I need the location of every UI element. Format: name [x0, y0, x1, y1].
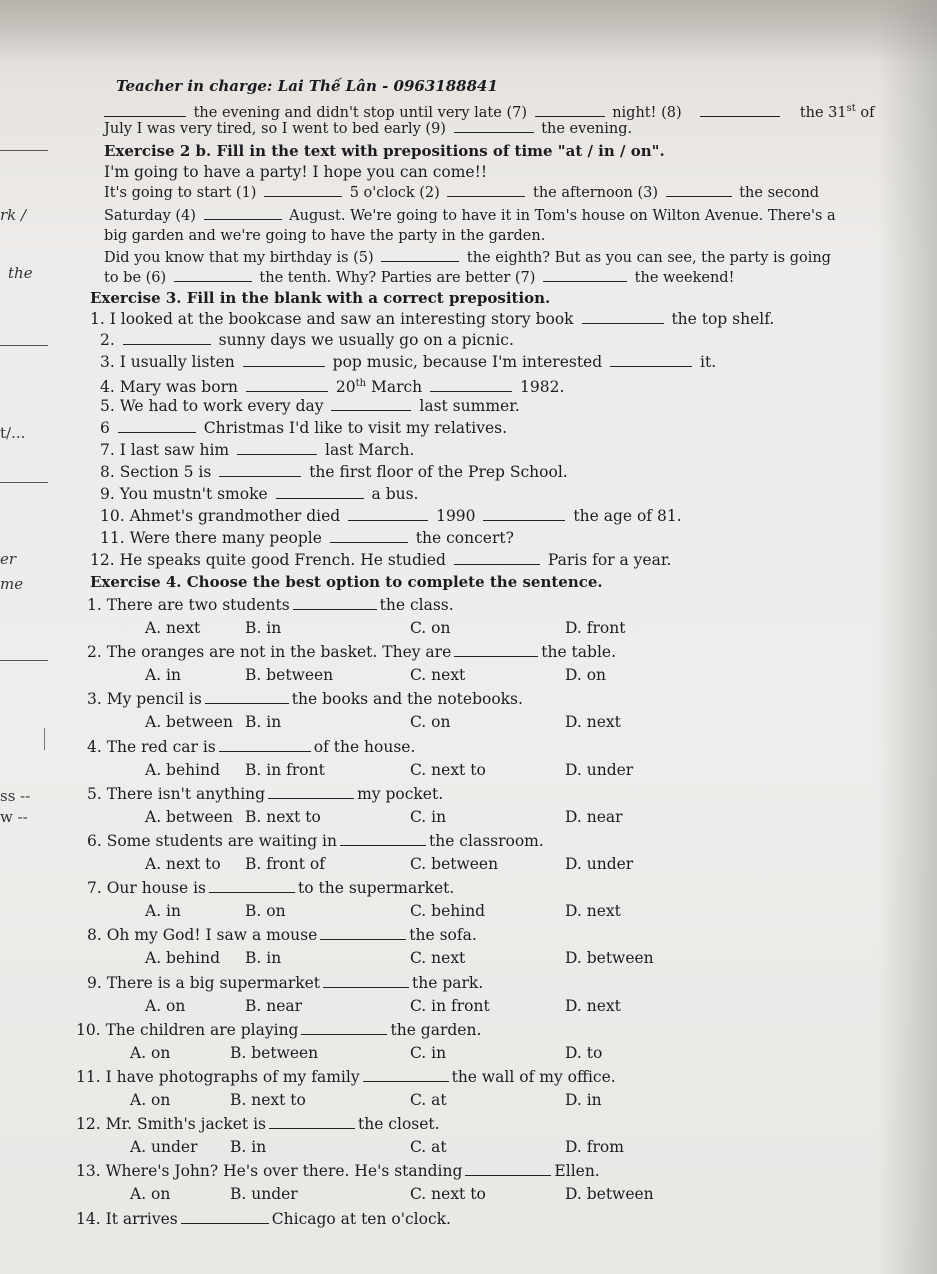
question-text: the table. [541, 643, 617, 661]
text: to be (6) [104, 270, 167, 286]
text: 4. Mary was born [100, 378, 238, 397]
answer-blank[interactable] [219, 737, 311, 752]
text: it. [700, 353, 717, 371]
answer-option[interactable]: D. next [565, 902, 621, 920]
text: 11. Were there many people [100, 529, 322, 547]
ex4-question [87, 689, 523, 709]
answer-option[interactable]: A. behind [145, 949, 220, 967]
answer-blank[interactable] [174, 267, 252, 282]
ex4-question [87, 737, 415, 757]
margin-fragment: the [8, 264, 33, 282]
text: 12. He speaks quite good French. He studied [90, 551, 446, 569]
margin-rule [0, 150, 48, 151]
answer-option[interactable]: B. next to [245, 808, 321, 826]
question-text: 5. There isn't anything [87, 785, 266, 803]
ex3-q6 [100, 418, 507, 438]
answer-option[interactable]: D. to [565, 1044, 603, 1062]
text: Did you know that my birthday is (5) [104, 250, 374, 266]
margin-fragment: rk / [0, 206, 27, 224]
text: a bus. [371, 485, 419, 503]
superscript: st [846, 103, 856, 114]
answer-blank[interactable] [118, 418, 196, 433]
answer-blank[interactable] [320, 925, 406, 940]
answer-option[interactable]: D. between [565, 1185, 654, 1203]
text: 20 [335, 378, 356, 397]
answer-option[interactable]: A. next [145, 619, 201, 637]
answer-option[interactable]: A. between [145, 808, 233, 826]
answer-blank[interactable] [340, 831, 426, 846]
answer-option[interactable]: B. on [245, 902, 286, 920]
question-text: 8. Oh my God! I saw a mouse [87, 926, 318, 944]
question-text: 2. The oranges are not in the basket. They are [87, 643, 452, 661]
answer-option[interactable]: B. in [245, 619, 282, 637]
ex3-q11 [100, 528, 514, 548]
answer-option[interactable]: D. in [565, 1091, 602, 1109]
margin-rule [44, 728, 45, 750]
ex4-question [87, 831, 544, 851]
question-text: to the supermarket. [298, 879, 455, 897]
answer-blank[interactable] [276, 484, 364, 499]
question-text: of the house. [313, 738, 416, 756]
ex3-q12 [90, 550, 671, 570]
ex3-q7 [100, 440, 414, 460]
ex3-q10 [100, 506, 682, 526]
answer-blank[interactable] [331, 396, 411, 411]
question-text: 6. Some students are waiting in [87, 832, 337, 850]
text: 1990 [436, 507, 476, 525]
answer-blank[interactable] [301, 1020, 387, 1035]
text: the weekend! [634, 270, 735, 286]
question-text: 12. Mr. Smith's jacket is [76, 1115, 266, 1133]
text: the eighth? But as you can see, the party is going [466, 250, 831, 266]
answer-option[interactable]: B. in front [245, 761, 325, 779]
ex4-question [87, 878, 454, 898]
answer-option[interactable]: A. behind [145, 761, 220, 779]
question-text: the garden. [390, 1021, 482, 1039]
answer-blank[interactable] [582, 309, 664, 324]
answer-option[interactable]: A. under [130, 1138, 198, 1156]
ex4-question [87, 973, 483, 993]
answer-blank[interactable] [454, 550, 540, 565]
text: July I was very tired, so I went to bed early (9) [104, 121, 446, 137]
question-text: my pocket. [357, 785, 444, 803]
answer-blank[interactable] [123, 330, 211, 345]
text: the afternoon (3) [533, 185, 659, 201]
ex4-question [76, 1161, 600, 1181]
text: March [370, 378, 423, 397]
ex3-title: Exercise 3. Fill in the blank with a correct preposition. [90, 289, 551, 307]
answer-option[interactable]: D. from [565, 1138, 624, 1156]
answer-option[interactable]: C. in [410, 1044, 447, 1062]
ex4-question [76, 1067, 616, 1087]
answer-option[interactable]: B. between [245, 666, 334, 684]
answer-blank[interactable] [454, 118, 534, 133]
answer-blank[interactable] [323, 973, 409, 988]
ex2b-title: Exercise 2 b. Fill in the text with prepositions of time "at / in / on". [104, 142, 665, 160]
margin-rule [0, 660, 48, 661]
text: 5 o'clock (2) [349, 185, 440, 201]
text: the second [739, 185, 820, 201]
answer-blank[interactable] [330, 528, 408, 543]
answer-blank[interactable] [181, 1209, 269, 1224]
text: last summer. [419, 397, 520, 415]
answer-blank[interactable] [246, 377, 328, 392]
text: sunny days we usually go on a picnic. [218, 331, 514, 349]
ex3-q9 [100, 484, 419, 504]
ex2b-line: I'm going to have a party! I hope you can come!! [104, 163, 488, 181]
text: the age of 81. [573, 507, 682, 525]
answer-option[interactable]: C. on [410, 619, 451, 637]
text: the evening and didn't stop until very late (7) [193, 104, 527, 121]
ex4-question [87, 595, 454, 615]
ex3-q5 [100, 396, 520, 416]
question-text: the classroom. [429, 832, 544, 850]
answer-option[interactable]: C. between [410, 855, 499, 873]
answer-blank[interactable] [381, 247, 459, 262]
answer-option[interactable]: A. next to [145, 855, 221, 873]
answer-blank[interactable] [264, 182, 342, 197]
ex2b-line: big garden and we're going to have the party in the garden. [104, 228, 546, 244]
answer-option[interactable]: D. next [565, 713, 621, 731]
teacher-header: Teacher in charge: Lai Thế Lân - 0963188841 [116, 77, 498, 95]
answer-option[interactable]: A. between [145, 713, 233, 731]
answer-option[interactable]: C. next to [410, 1185, 486, 1203]
margin-fragment: ss -- [0, 787, 31, 805]
answer-option[interactable]: C. next [410, 949, 466, 967]
answer-blank[interactable] [700, 102, 780, 117]
ex2b-line [104, 205, 836, 226]
answer-option[interactable]: B. in [245, 713, 282, 731]
answer-option[interactable]: B. near [245, 997, 303, 1015]
margin-rule [0, 482, 48, 483]
answer-option[interactable]: D. on [565, 666, 607, 684]
page-shadow-right [877, 0, 937, 1274]
text: 3. I usually listen [100, 353, 235, 371]
text: 2. [100, 331, 115, 349]
question-text: 11. I have photographs of my family [76, 1068, 360, 1086]
ex4-question [87, 642, 616, 662]
question-text: Ellen. [554, 1162, 600, 1180]
text: the concert? [415, 529, 514, 547]
answer-option[interactable]: A. in [145, 666, 181, 684]
ex4-question [87, 784, 443, 804]
margin-rule [0, 345, 48, 346]
answer-option[interactable]: B. in [230, 1138, 267, 1156]
answer-blank[interactable] [205, 689, 289, 704]
question-text: 4. The red car is [87, 738, 216, 756]
text: the tenth. Why? Parties are better (7) [259, 270, 536, 286]
answer-blank[interactable] [293, 595, 377, 610]
question-text: Chicago at ten o'clock. [271, 1210, 451, 1228]
answer-option[interactable]: B. next to [230, 1091, 306, 1109]
answer-option[interactable]: D. front [565, 619, 626, 637]
margin-fragment: w -- [0, 808, 28, 826]
answer-blank[interactable] [483, 506, 565, 521]
text: Christmas I'd like to visit my relatives. [203, 419, 508, 437]
question-text: the books and the notebooks. [291, 690, 523, 708]
answer-blank[interactable] [535, 102, 605, 117]
ex3-q1 [90, 309, 774, 329]
ex2b-line [104, 182, 819, 203]
answer-option[interactable]: B. between [230, 1044, 319, 1062]
ex4-question [87, 925, 477, 945]
answer-option[interactable]: D. under [565, 761, 634, 779]
text: August. We're going to have it in Tom's house on Wilton Avenue. There's a [289, 208, 836, 224]
text: Paris for a year. [547, 551, 672, 569]
ex4-title: Exercise 4. Choose the best option to complete the sentence. [90, 573, 603, 591]
ex4-question [76, 1020, 481, 1040]
question-text: 9. There is a big supermarket [87, 974, 321, 992]
answer-blank[interactable] [268, 784, 354, 799]
answer-option[interactable]: B. front of [245, 855, 325, 873]
answer-blank[interactable] [209, 878, 295, 893]
ex4-question [76, 1209, 451, 1229]
text: 1. I looked at the bookcase and saw an interesting story book [90, 310, 574, 328]
answer-blank[interactable] [430, 377, 512, 392]
answer-blank[interactable] [363, 1067, 449, 1082]
answer-option[interactable]: C. next to [410, 761, 486, 779]
text: 6 [100, 419, 110, 437]
left-margin-fragments [0, 0, 60, 1274]
answer-option[interactable]: A. on [130, 1044, 171, 1062]
text: It's going to start (1) [104, 185, 257, 201]
ex2b-line [104, 247, 831, 268]
ex3-q8 [100, 462, 568, 482]
question-text: the class. [379, 596, 454, 614]
text: pop music, because I'm interested [332, 353, 603, 371]
text: 1982. [520, 378, 565, 397]
answer-blank[interactable] [269, 1114, 355, 1129]
answer-option[interactable]: A. on [145, 997, 186, 1015]
answer-option[interactable]: C. behind [410, 902, 486, 920]
answer-blank[interactable] [666, 182, 732, 197]
answer-blank[interactable] [465, 1161, 551, 1176]
text: the evening. [541, 121, 633, 137]
question-text: 7. Our house is [87, 879, 207, 897]
question-text: 3. My pencil is [87, 690, 202, 708]
text: 8. Section 5 is [100, 463, 212, 481]
answer-blank[interactable] [610, 352, 692, 367]
text: the 31 [799, 104, 847, 121]
answer-option[interactable]: C. in [410, 808, 447, 826]
answer-option[interactable]: C. next [410, 666, 466, 684]
margin-fragment: er [0, 550, 17, 568]
answer-blank[interactable] [447, 182, 525, 197]
text: 7. I last saw him [100, 441, 230, 459]
text: of [860, 104, 875, 121]
text: 5. We had to work every day [100, 397, 324, 415]
text: 10. Ahmet's grandmother died [100, 507, 341, 525]
answer-option[interactable]: C. on [410, 713, 451, 731]
answer-option[interactable]: D. next [565, 997, 621, 1015]
answer-option[interactable]: C. at [410, 1138, 447, 1156]
margin-fragment: t/... [0, 424, 26, 442]
question-text: the sofa. [409, 926, 477, 944]
answer-option[interactable]: A. on [130, 1185, 171, 1203]
answer-option[interactable]: B. in [245, 949, 282, 967]
answer-option[interactable]: C. at [410, 1091, 447, 1109]
ex3-q2 [100, 330, 514, 350]
answer-option[interactable]: A. in [145, 902, 181, 920]
question-text: 13. Where's John? He's over there. He's standing [76, 1162, 463, 1180]
answer-option[interactable]: C. in front [410, 997, 490, 1015]
ex3-q4 [100, 374, 564, 397]
ex2b-line [104, 267, 734, 288]
question-text: 1. There are two students [87, 596, 290, 614]
text: the first floor of the Prep School. [309, 463, 568, 481]
margin-fragment: me [0, 575, 24, 593]
answer-option[interactable]: D. under [565, 855, 634, 873]
answer-blank[interactable] [204, 205, 282, 220]
answer-blank[interactable] [219, 462, 301, 477]
ex4-question [76, 1114, 440, 1134]
question-text: the wall of my office. [451, 1068, 616, 1086]
answer-option[interactable]: A. on [130, 1091, 171, 1109]
text: the top shelf. [671, 310, 775, 328]
text: Saturday (4) [104, 208, 196, 224]
question-text: the closet. [358, 1115, 440, 1133]
question-text: 14. It arrives [76, 1210, 178, 1228]
text: night! (8) [612, 104, 682, 121]
page-shadow-top [0, 0, 937, 60]
answer-blank[interactable] [454, 642, 538, 657]
answer-blank[interactable] [104, 102, 186, 117]
superscript: th [355, 378, 367, 389]
answer-blank[interactable] [348, 506, 428, 521]
answer-blank[interactable] [543, 267, 627, 282]
answer-option[interactable]: D. near [565, 808, 623, 826]
answer-option[interactable]: B. under [230, 1185, 298, 1203]
ex3-q3 [100, 352, 716, 372]
text: last March. [324, 441, 415, 459]
answer-option[interactable]: D. between [565, 949, 654, 967]
ex2a-line-2 [104, 118, 632, 139]
question-text: 10. The children are playing [76, 1021, 299, 1039]
answer-blank[interactable] [237, 440, 317, 455]
text: 9. You mustn't smoke [100, 485, 268, 503]
answer-blank[interactable] [243, 352, 325, 367]
question-text: the park. [412, 974, 484, 992]
